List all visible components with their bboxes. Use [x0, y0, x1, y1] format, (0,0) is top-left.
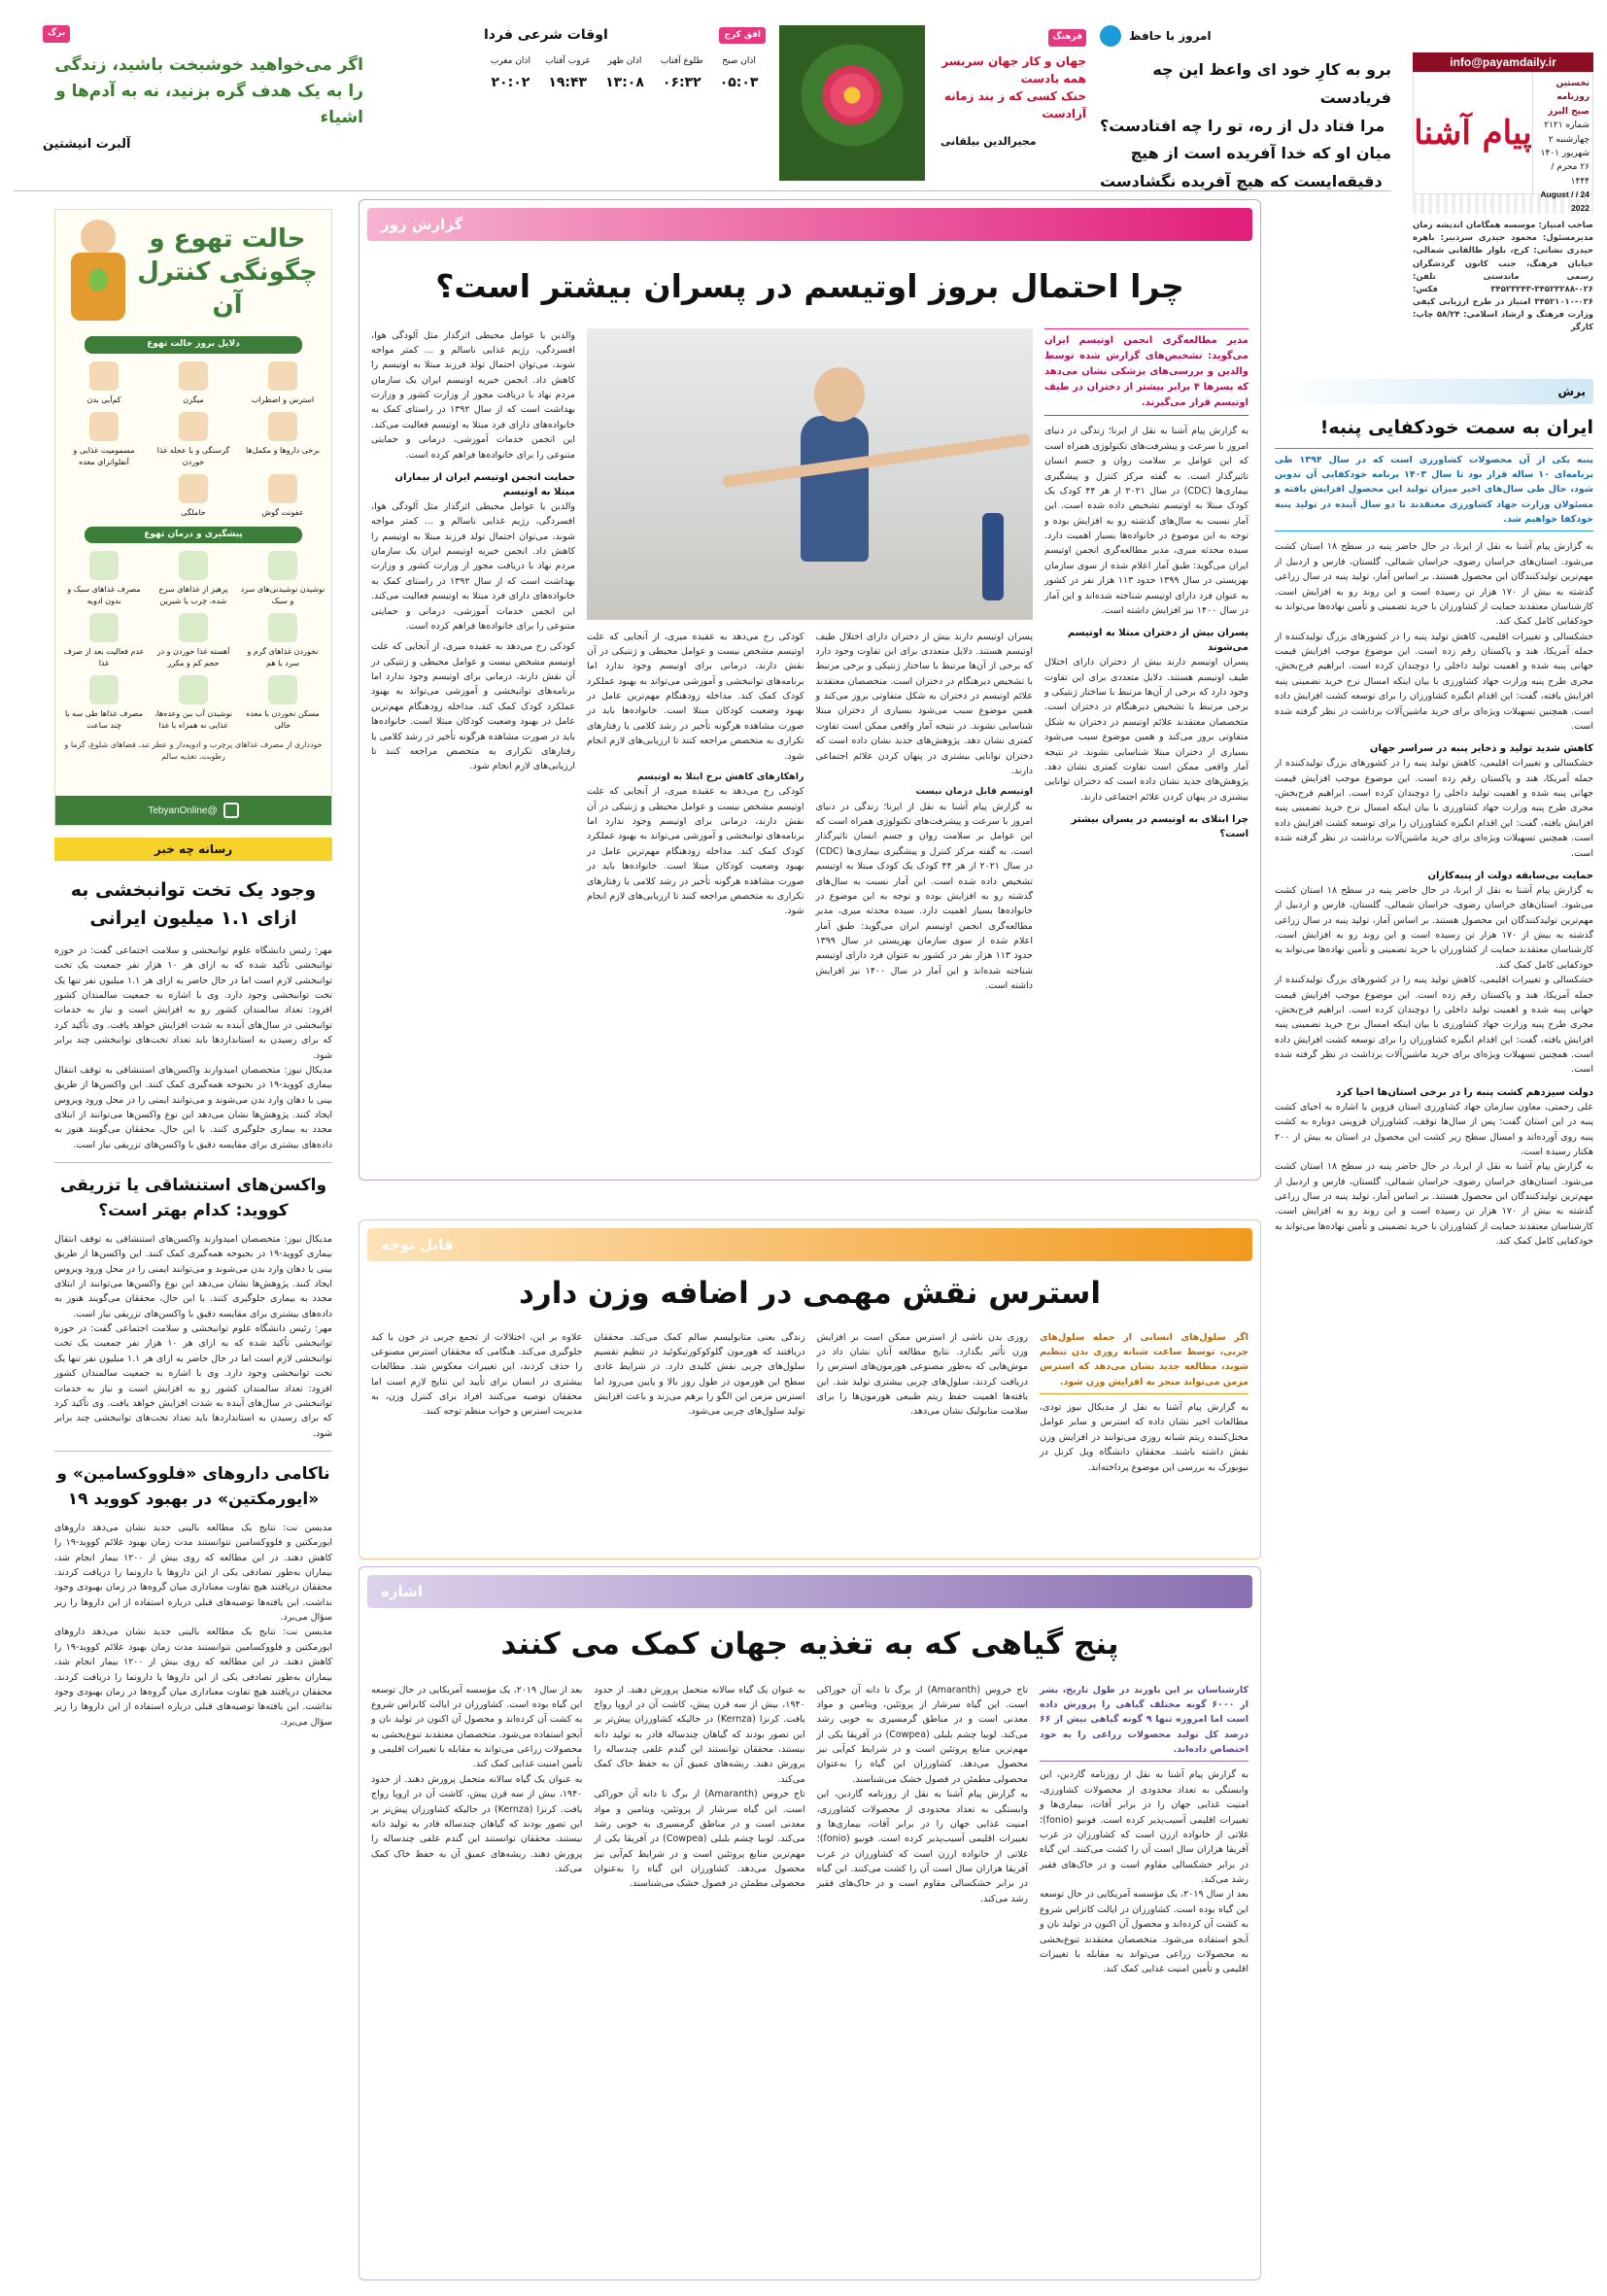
nausea-poster — [54, 209, 332, 826]
poster-brand[interactable]: @TebyanOnline — [148, 805, 218, 816]
cause-icon — [179, 474, 208, 503]
cotton-sub-1: کاهش شدید تولید و ذخایر پنبه در سراسر جهان — [1369, 743, 1593, 755]
plant-author: مجیرالدین بیلقانی — [940, 134, 1037, 148]
main-col-2b: به گزارش پیام آشنا به نقل از ایرنا؛ زندگی در دنیای امروز با سرعت و پیشرفت‌های تکنولوژی همراه است که این عوامل بر سلامت روان و جسم انسان تاثیرگذار است. به گفته مرکز کنترل و پیشگیری بیماری‌ها (CDC) در سال ۲۰۲۱ از هر ۴۴ کودک یک کودک مبتلا به اوتیسم تشخیص داده شده است. این آمار نسبت به سال‌های گذشته رو به افزایش بوده و توجه به این موضوع در خانواده‌ها بسیار اهمیت دارد. سیده محدثه میری، مدیر مطالعه‌گری انجمن اوتیسم ایران می‌گوید: طبق آمار اعلام شده از سوی سازمان بهزیستی در سال ۱۳۹۹ حدود ۱۱۳ هزار نفر در کشور به عنوان فرد دارای اوتیسم شناخته شده‌اند و این آمار در سال ۱۴۰۰ نیز افزایش داشته است. — [815, 801, 1034, 992]
prayer-value: ۱۳:۰۸ — [605, 74, 644, 90]
poster-cause: استرس و اضطراب — [240, 361, 325, 406]
poem-icon — [1100, 25, 1121, 47]
date-fa: چهارشنبه ۲ شهریور ۱۴۰۱ — [1540, 134, 1590, 158]
stress-col-1: به گزارش پیام آشنا به نقل از مدیکال نیوز تودی، مطالعات اخیر نشان داده که استرس و سایر عوامل مختل‌کننده ریتم شبانه روزی می‌توانند در افزایش وزن نقش داشته باشند. محققان دانشگاه ویل کرنل در نیویورک به بررسی این موضوع پرداخته‌اند. — [1040, 1402, 1248, 1473]
stress-section-label: قابل توجه — [381, 1235, 454, 1253]
poster-cause: برخی داروها و مکمل‌ها — [240, 412, 325, 468]
poster-cause: مسمومیت غذایی و آنفلوانزای معده — [61, 412, 147, 468]
poster-cause: گرسنگی و یا عجله غذا خوردن — [151, 412, 236, 468]
drugs-title: ناکامی داروهای «فلووکسامین» و «ایورمکتین» در بهبود کووید ۱۹ — [56, 1464, 330, 1510]
top-divider — [14, 190, 1391, 191]
news-tag-bar — [54, 838, 332, 861]
bed-title: وجود یک تخت توانبخشی به ازای ۱.۱ میلیون ایرانی — [70, 879, 317, 930]
vaccine-title: واکسن‌های استنشاقی یا تزریقی کووید: کدام بهتر است؟ — [59, 1176, 327, 1221]
tip-icon — [268, 613, 297, 642]
main-headline: چرا احتمال بروز اوتیسم در پسران بیشتر است؟ — [435, 267, 1184, 305]
poster-tip: مصرف غذاها طی سه یا چند ساعت — [61, 675, 147, 732]
stress-story — [359, 1219, 1261, 1559]
cause-icon — [179, 412, 208, 441]
plants-section-label: اشاره — [381, 1582, 424, 1600]
tebyan-logo-icon — [223, 803, 239, 818]
vaccine-body-cont: مهر: رئیس دانشگاه علوم توانبخشی و سلامت اجتماعی گفت: در حوزه توانبخشی تأکید شده که به ازای هر ۱۰ هزار نفر جمعیت یک تخت توانبخشی لازم است اما در حال حاضر به ازای هر ۱.۱ میلیون نفر تنها یک تخت توانبخشی وجود دارد. وی با اشاره به جمعیت سالمندان کشور افزود: تعداد سالمندان کشور رو به افزایش است و نیاز به خدمات توانبخشی در سال‌های آینده به شدت افزایش خواهد یافت. وی تأکید کرد که برای رسیدن به استانداردها باید تعداد تخت‌های توانبخشی چند برابر شود. — [54, 1323, 332, 1439]
plant-line-1: جهان و کار جهان سربسر — [941, 53, 1086, 68]
prayer-value: ۰۵:۰۳ — [719, 74, 759, 90]
poster-tip: آهسته غذا خوردن و در حجم کم و مکرر — [151, 613, 236, 669]
poster-cause: حاملگی — [151, 474, 236, 519]
prayer-title: اوقات شرعی فردا — [484, 27, 608, 43]
prayer-value: ۰۶:۳۲ — [662, 74, 701, 90]
bed-body: مهر: رئیس دانشگاه علوم توانبخشی و سلامت اجتماعی گفت: در حوزه توانبخشی تأکید شده که به ازای هر ۱۰ هزار نفر جمعیت یک تخت توانبخشی لازم است اما در حال حاضر به ازای هر ۱.۱ میلیون نفر تنها یک تخت توانبخشی وجود دارد. وی با اشاره به جمعیت سالمندان کشور افزود: تعداد سالمندان کشور رو به افزایش است و نیاز به خدمات توانبخشی در سال‌های آینده به شدت افزایش خواهد یافت. وی تأکید کرد که برای رسیدن به استانداردها باید تعداد تخت‌های توانبخشی چند برابر شود. — [54, 944, 332, 1061]
main-col-4b: والدین یا عوامل محیطی اثرگذار مثل آلودگی هوا، افسردگی، رژیم غذایی ناسالم و ... کمتر مواجه شوند، می‌توان احتمال تولد فرزند مبتلا به اوتیسم را کاهش داد. انجمن خیریه اوتیسم ایران یک سازمان مردم نهاد با دریافت مجوز از وزارت کشور و وزارت بهداشت است که از سال ۱۳۹۲ در راستای کمک به خانواده‌های دارای فرد مبتلا به اوتیسم فعالیت می‌کند. این انجمن خدمات آموزشی، درمانی و حمایتی متنوعی را برای خانواده‌ها فراهم کرده است. — [371, 500, 575, 632]
cotton-body: به گزارش پیام آشنا به نقل از ایرنا، در حال حاضر پنبه در سطح ۱۸ استان کشت می‌شود. استان‌های خراسان رضوی، خراسان شمالی، گلستان، فارس و اردبیل از مهم‌ترین تولیدکنندگان این محصول هستند. بر اساس آمار، تولید پنبه در سال زراعی گذشته به بیش از ۱۷۰ هزار تن رسیده است و این روند رو به افزایش است. کارشناسان معتقدند حمایت از کشاورزان با خرید تضمینی و تأمین نهاده‌ها می‌تواند به خودکفایی کامل کمک کند. — [1275, 541, 1593, 628]
poster-tip: مصرف غذاهای سبک و بدون ادویه — [61, 551, 147, 607]
poem-tag: امروز با حافظ — [1129, 29, 1212, 43]
plants-col-3: به عنوان یک گیاه سالانه متحمل پرورش دهند. از حدود ۱۹۴۰، بیش از سه قرن پیش، کاشت آن در اروپا رواج یافت. کرنزا (Kernza) در حالیکه کشاورزان پیش‌تر بر این تصور بودند که گیاهان چندساله قادر به تولید دانه نیستند، محققان توانستند این گندم علفی چندساله را پرورش دهند. ریشه‌های عمیق آن به حفظ خاک کمک می‌کند. — [594, 1684, 805, 1785]
cause-icon — [268, 474, 297, 503]
plants-col-1: به گزارش پیام آشنا به نقل از روزنامه گاردین، این وابستگی به تعداد محدودی از محصولات کشاورزی، امنیت غذایی جهان را در برابر آفات، بیماری‌ها و تغییرات اقلیمی آسیب‌پذیر کرده است. فونیو (fonio)؛ غلاتی از خانواده ارزن است که کشاورزان در غرب آفریقا هزاران سال است آن را کشت می‌کنند. این گیاه در برابر خشکسالی مقاوم است و در خاک‌های فقیر رشد می‌کند. — [1040, 1769, 1248, 1885]
masthead-logo: پیام آشنا — [1414, 113, 1532, 153]
stress-headline: استرس نقش مهمی در اضافه وزن دارد — [518, 1276, 1102, 1311]
cotton-body-4b: به گزارش پیام آشنا به نقل از ایرنا، در حال حاضر پنبه در سطح ۱۸ استان کشت می‌شود. استان‌های خراسان رضوی، خراسان شمالی، گلستان، فارس و اردبیل از مهم‌ترین تولیدکنندگان این محصول هستند. بر اساس آمار، تولید پنبه در سال زراعی گذشته به بیش از ۱۷۰ هزار تن رسیده است و این روند رو به افزایش است. کارشناسان معتقدند حمایت از کشاورزان با خرید تضمینی و تأمین نهاده‌ها می‌تواند به خودکفایی کامل کمک کند. — [1275, 1161, 1593, 1248]
prayer-box — [484, 25, 766, 161]
prayer-label: غروب آفتاب — [545, 56, 591, 66]
cotton-body-cont: خشکسالی و تغییرات اقلیمی، کاهش تولید پنبه را در کشورهای بزرگ تولیدکننده از جمله آمریکا، هند و پاکستان رقم زده است. این موضوع موجب افزایش قیمت جهانی پنبه شده و اهمیت تولید داخلی را دوچندان کرده است. ابراهیم فرح‌بخش، مجری طرح پنبه وزارت جهاد کشاورزی با بیان اینکه امسال نرخ خرید تضمینی پنبه افزایش یافته، گفت: این اقدام انگیزه کشاورزان را برای توسعه کشت افزایش داده است. همچنین تسهیلات ویژه‌ای برای خرید ماشین‌آلات برداشت در نظر گرفته شده است. — [1275, 631, 1593, 732]
poem-line-4: دقیقه‌ایست که هیچ آفریده نگشادست — [1100, 172, 1383, 191]
main-col-4: والدین یا عوامل محیطی اثرگذار مثل آلودگی هوا، افسردگی، رژیم غذایی ناسالم و ... کمتر مواجه شوند، می‌توان احتمال تولد فرزند مبتلا به اوتیسم را کاهش داد. انجمن خیریه اوتیسم ایران یک سازمان مردم نهاد با دریافت مجوز از وزارت کشور و وزارت بهداشت است که از سال ۱۳۹۲ در راستای کمک به خانواده‌های دارای فرد مبتلا به اوتیسم فعالیت می‌کند. این انجمن خدمات آموزشی، درمانی و حمایتی متنوعی را برای خانواده‌ها فراهم کرده است. — [371, 329, 575, 461]
stress-lead: اگر سلول‌های انسانی از جمله سلول‌های چربی، توسط ساعت شبانه روزی بدن تنظیم شوند، مطالعه جدید نشان می‌دهد که استرس مزمن می‌تواند منجر به افزایش وزن شود. — [1040, 1330, 1248, 1395]
cotton-body-2: خشکسالی و تغییرات اقلیمی، کاهش تولید پنبه را در کشورهای بزرگ تولیدکننده از جمله آمریکا، هند و پاکستان رقم زده است. این موضوع موجب افزایش قیمت جهانی پنبه شده و اهمیت تولید داخلی را دوچندان کرده است. ابراهیم فرح‌بخش، مجری طرح پنبه وزارت جهاد کشاورزی با بیان اینکه امسال نرخ خرید تضمینی پنبه افزایش یافته، گفت: این اقدام انگیزه کشاورزان را برای توسعه کشت افزایش داده است. همچنین تسهیلات ویژه‌ای برای خرید ماشین‌آلات برداشت در نظر گرفته شده است. — [1275, 758, 1593, 859]
masthead-subtitle: نخستین روزنامه صبح البرز — [1548, 79, 1590, 117]
quote-text: اگر می‌خواهید خوشبخت باشید، زندگی را به یک هدف گره بزنید، نه به آدم‌ها و اشیاء — [54, 54, 363, 127]
stress-col-2: روزی بدن ناشی از استرس ممکن است بر افزایش وزن تأثیر بگذارد. نتایج مطالعه آنان نشان داد در موش‌هایی که به‌طور مصنوعی هورمون‌های استرس را دریافت کردند، سلول‌های چربی بیشتری تولید شد. این یافته‌ها اهمیت حفظ ریتم طبیعی هورمون‌ها را برای سلامت متابولیک نشان می‌دهد. — [816, 1331, 1028, 1418]
main-lead: مدیر مطالعه‌گری انجمن اوتیسم ایران می‌گوید: تشخیص‌های گزارش شده توسط والدین و بررسی‌های پزشکی نشان می‌دهد که پسرها ۴ برابر بیشتر از دختران در طیف اوتیسم قرار می‌گیرند. — [1044, 328, 1248, 417]
main-story — [359, 199, 1261, 1181]
quote-author: آلبرت انیشتین — [43, 137, 131, 153]
main-subhead-2: چرا ابتلای به اوتیسم در پسران بیشتر است؟ — [1071, 814, 1248, 840]
stress-col-3: زندگی یعنی متابولیسم سالم کمک می‌کند. محققان دریافتند که هورمون گلوکوکورتیکوئید در تنظیم تقسیم سلول‌های چربی نقش کلیدی دارد. در شرایط عادی سطح این هورمون در طول روز بالا و پایین می‌رود اما استرس مزمن این الگو را برهم می‌زند و باعث افزایش تولید سلول‌های چربی می‌شود. — [594, 1331, 805, 1418]
plant-line-2: همه بادست — [1020, 71, 1086, 86]
poster-cause: کم‌آبی بدن — [61, 361, 147, 406]
date-hijri: ۲۶ محرم / ۱۴۴۴ — [1551, 162, 1590, 187]
plants-lead: کارشناسان بر این باورند در طول تاریخ، بشر از ۶۰۰۰ گونه مختلف گیاهی را پرورش داده است اما امروزه تنها ۹ گونه گیاهی بیش از ۶۶ درصد کل تولید محصولات زراعی را به خود اختصاص داده‌اند. — [1040, 1683, 1248, 1763]
plant-photo — [779, 25, 925, 181]
prayer-value: ۲۰:۰۲ — [491, 74, 530, 90]
masthead-credits: صاحب امتیاز: موسسه همگامان اندیشه زمان مدیرمسئول: محمود حیدری سردبیر: باهره حیدری نشانی: کرج، بلوار طالقانی شمالی، خیابان فرهنگ، جنب کانون گردشگران رسمی ماندستی تلفن: ۰۲۶-۳۴۵۲۳۲۸۸-۳۴۵۲۳۲۴۳ فکس: ۰۲۶-۳۴۵۲۱۰۱۰ امتیاز در طرح ارزیابی کیفی وزارت فرهنگ و ارشاد اسلامی: ۵۸/۲۴ چاپ: کارگر — [1413, 221, 1594, 333]
cotton-title: ایران به سمت خودکفایی پنبه! — [1319, 417, 1593, 438]
tip-icon — [268, 551, 297, 580]
plants-headline: پنج گیاهی که به تغذیه جهان کمک می کنند — [500, 1627, 1119, 1662]
plant-line-3: خنک کسی که ز بند زمانه — [943, 88, 1086, 103]
poster-tip: عدم فعالیت بعد از صرف غذا — [61, 613, 147, 669]
prayer-label: اذان صبح — [722, 56, 756, 66]
prayer-label: طلوع آفتاب — [660, 56, 703, 66]
cause-icon — [268, 412, 297, 441]
cotton-sub-2: حمایت بی‌سابقه دولت از پنبه‌کاران — [1427, 870, 1593, 881]
cause-icon — [89, 412, 119, 441]
cause-icon — [89, 361, 119, 391]
tip-icon — [89, 613, 119, 642]
poster-title-2: چگونگی کنترل آن — [137, 257, 318, 320]
plants-col-2: تاج خروس (Amaranth) از برگ تا دانه آن خوراکی است. این گیاه سرشار از پروتئین، ویتامین و مواد معدنی است و در مناطق گرمسیری به خوبی رشد می‌کند. لوبیا چشم بلبلی (Cowpea) در آفریقا یکی از مهم‌ترین منابع پروتئین است و در شرایط کم‌آبی نیز محصول می‌دهد. کشاورزان این گیاه را به‌عنوان محصولی مطمئن در فصول خشک می‌شناسند. — [816, 1684, 1028, 1785]
cotton-sub-3: دولت سیزدهم کشت پنبه را در برخی استان‌ها احیا کرد — [1336, 1086, 1593, 1098]
poem-box — [1100, 25, 1391, 191]
cotton-tag-bar — [1275, 379, 1593, 404]
masthead — [1413, 52, 1593, 218]
cotton-body-3b: خشکسالی و تغییرات اقلیمی، کاهش تولید پنبه را در کشورهای بزرگ تولیدکننده از جمله آمریکا، هند و پاکستان رقم زده است. این موضوع موجب افزایش قیمت جهانی پنبه شده و اهمیت تولید داخلی را دوچندان کرده است. ابراهیم فرح‌بخش، مجری طرح پنبه وزارت جهاد کشاورزی با بیان اینکه امسال نرخ خرید تضمینی پنبه افزایش یافته، گفت: این اقدام انگیزه کشاورزان را برای توسعه کشت افزایش داده است. همچنین تسهیلات ویژه‌ای برای خرید ماشین‌آلات برداشت در نظر گرفته شده است. — [1275, 975, 1593, 1076]
cause-icon — [268, 361, 297, 391]
poem-line-1: برو به کارِ خود ای واعظ این چه فریادست — [1152, 60, 1391, 107]
plants-col-2b: به گزارش پیام آشنا به نقل از روزنامه گاردین، این وابستگی به تعداد محدودی از محصولات کشاورزی، امنیت غذایی جهان را در برابر آفات، بیماری‌ها و تغییرات اقلیمی آسیب‌پذیر کرده است. فونیو (fonio)؛ غلاتی از خانواده ارزن است که کشاورزان در غرب آفریقا هزاران سال است آن را کشت می‌کنند. این گیاه در برابر خشکسالی مقاوم است و در خاک‌های فقیر رشد می‌کند. — [816, 1789, 1028, 1904]
plant-line-4: آزادست — [1042, 106, 1086, 120]
main-subhead-5: حمایت انجمن اوتیسم ایران از بیماران مبتلا به اوتیسم — [394, 471, 575, 497]
quote-tag: برگ — [43, 25, 70, 43]
drugs-body: مدیسن نت: نتایج یک مطالعه بالینی جدید نشان می‌دهد داروهای ایورمکتین و فلووکسامین نتوانستند مدت زمان بهبود علائم کووید-۱۹ را کاهش دهند. در این مطالعه که روی بیش از ۱۲۰۰ بیمار انجام شد، بیماران به‌طور تصادفی یکی از این داروها یا دارونما را دریافت کردند. محققان دریافتند هیچ تفاوت معناداری میان گروه‌ها در زمان بهبودی وجود نداشت. این یافته‌ها توصیه‌های قبلی درباره استفاده از این داروها را زیر سؤال می‌برد. — [54, 1522, 332, 1623]
poster-cause: میگرن — [151, 361, 236, 406]
poster-tip: پرهیز از غذاهای سرخ شده، چرب یا شیرین — [151, 551, 236, 607]
cotton-column — [1275, 379, 1593, 2279]
poster-cause: عفونت گوش — [240, 474, 325, 519]
poster-man-figure — [63, 220, 131, 326]
plants-col-1b: بعد از سال ۲۰۱۹، یک مؤسسه آمریکایی در حال توسعه این گیاه بوده است. کشاورزان در ایالت کانزاس شروع به کشت آن کرده‌اند و محصول آن اکنون در تولید نان و آبجو استفاده می‌شود. متخصصان معتقدند تنوع‌بخشی به محصولات زراعی می‌تواند به مقابله با تغییرات اقلیمی و تأمین امنیت غذایی کمک کند. — [1040, 1889, 1248, 1975]
main-section-label: گزارش روز — [381, 215, 463, 233]
cotton-body-3: به گزارش پیام آشنا به نقل از ایرنا، در حال حاضر پنبه در سطح ۱۸ استان کشت می‌شود. استان‌های خراسان رضوی، خراسان شمالی، گلستان، فارس و اردبیل از مهم‌ترین تولیدکنندگان این محصول هستند. بر اساس آمار، تولید پنبه در سال زراعی گذشته به بیش از ۱۷۰ هزار تن رسیده است و این روند رو به افزایش است. کارشناسان معتقدند حمایت از کشاورزان با خرید تضمینی و تأمین نهاده‌ها می‌تواند به خودکفایی کامل کمک کند. — [1275, 884, 1593, 971]
quote-box — [43, 25, 363, 181]
tip-icon — [89, 675, 119, 704]
news-tag: رسانه چه خبر — [154, 842, 233, 856]
prayer-tag: افق کرج — [719, 27, 766, 45]
plants-section-bar — [367, 1575, 1252, 1608]
tip-icon — [89, 551, 119, 580]
tip-icon — [179, 613, 208, 642]
tip-icon — [179, 675, 208, 704]
main-col-4c: کودکی رخ می‌دهد به عقیده میری، از آنجایی که علت اوتیسم مشخص نیست و عوامل محیطی و ژنتیکی در آن نقش دارند، درمانی برای اوتیسم وجود ندارد اما برنامه‌های توانبخشی و آموزشی می‌تواند به بهبود عملکرد کودک کمک کند. مداخله زودهنگام مهم‌ترین عامل در بهبود وضعیت کودکان مبتلا است. خانواده‌ها باید در صورت مشاهده هرگونه تأخیر در رشد کلامی یا رفتارهای تکراری به متخصص مراجعه کنند تا ارزیابی‌های لازم انجام شود. — [371, 641, 575, 772]
main-col-3b: کودکی رخ می‌دهد به عقیده میری، از آنجایی که علت اوتیسم مشخص نیست و عوامل محیطی و ژنتیکی در آن نقش دارند، درمانی برای اوتیسم وجود ندارد اما برنامه‌های توانبخشی و آموزشی می‌تواند به بهبود عملکرد کودک کمک کند. مداخله زودهنگام مهم‌ترین عامل در بهبود وضعیت کودکان مبتلا است. خانواده‌ها باید در صورت مشاهده هرگونه تأخیر در رشد کلامی یا رفتارهای تکراری به متخصص مراجعه کنند تا ارزیابی‌های لازم انجام شود. — [587, 786, 804, 917]
cotton-lead: پنبه یکی از آن محصولات کشاورزی است که در سال ۱۳۹۴ طی برنامه‌ای ۱۰ ساله قرار بود تا سال ۱۴۰۳ برنامه خودکفایی آن تدوین شود، حال طی سال‌های اخیر میزان تولید این محصول افزایش یافته و مسئولان وزارت جهاد کشاورزی معتقدند تا دو سال آینده در تولید پنبه خودکفا خواهیم شد. — [1275, 448, 1593, 532]
main-subhead-3: اوتیسم قابل درمان نیست — [915, 786, 1033, 798]
poem-line-2: مرا فتاد دل از ره، تو را چه افتادست؟ — [1100, 116, 1385, 135]
date-en: 24 / August / 2022 — [1540, 189, 1590, 213]
main-col-1: به گزارش پیام آشنا به نقل از ایرنا؛ زندگی در دنیای امروز با سرعت و پیشرفت‌های تکنولوژی همراه است که این عوامل بر سلامت روان و جسم انسان تاثیرگذار است. به گفته مرکز کنترل و پیشگیری بیماری‌ها (CDC) در سال ۲۰۲۱ از هر ۴۴ کودک یک کودک مبتلا به اوتیسم تشخیص داده شده است. این آمار نسبت به سال‌های گذشته رو به افزایش بوده و توجه به این موضوع در خانواده‌ها بسیار اهمیت دارد. سیده محدثه میری، مدیر مطالعه‌گری انجمن اوتیسم ایران می‌گوید: طبق آمار اعلام شده از سوی سازمان بهزیستی در سال ۱۳۹۹ حدود ۱۱۳ هزار نفر در کشور به عنوان فرد دارای اوتیسم شناخته شده‌اند و این آمار در سال ۱۴۰۰ نیز افزایش داشته است. — [1044, 426, 1248, 616]
prayer-value: ۱۹:۴۳ — [548, 74, 588, 90]
plants-story — [359, 1566, 1261, 2280]
poster-tip: مسکن نخوردن با معده خالی — [240, 675, 325, 732]
vaccine-body: مدیکال نیوز: متخصصان امیدوارند واکسن‌های استنشاقی به توقف انتقال بیماری کووید-۱۹ در بحبوحه همه‌گیری کمک کنند. این واکسن‌ها از طریق بینی یا دهان وارد بدن می‌شوند و می‌توانند ایمنی را در محل ورود ویروس ایجاد کنند. پژوهش‌ها نشان می‌دهد این نوع واکسن‌ها می‌توانند از ابتلای مجدد به بیماری جلوگیری کنند. با این حال، محققان می‌گویند هنوز به داده‌های بیشتری برای مقایسه دقیق با واکسن‌های تزریقی نیاز است. — [54, 1233, 332, 1319]
cause-icon — [179, 361, 208, 391]
poem-line-3: میان او که خدا آفریده است از هیچ — [1130, 144, 1391, 163]
stress-section-bar — [367, 1228, 1252, 1261]
main-subhead-4: راهکارهای کاهش نرخ ابتلا به اوتیسم — [636, 771, 804, 782]
bed-body-cont: مدیکال نیوز: متخصصان امیدوارند واکسن‌های استنشاقی به توقف انتقال بیماری کووید-۱۹ در بحبوحه همه‌گیری کمک کنند. این واکسن‌ها از طریق بینی یا دهان وارد بدن می‌شوند و می‌توانند ایمنی را در محل ورود ویروس ایجاد کنند. پژوهش‌ها نشان می‌دهد این نوع واکسن‌ها می‌توانند از ابتلای مجدد به بیماری جلوگیری کنند. با این حال، محققان می‌گویند هنوز به داده‌های بیشتری برای مقایسه دقیق با واکسن‌های تزریقی نیاز است. — [54, 1064, 332, 1150]
poster-tip: نوشیدن نوشیدنی‌های سرد و سبک — [240, 551, 325, 607]
issue-number: شماره ۲۱۲۱ — [1544, 120, 1590, 131]
masthead-email[interactable]: info@payamdaily.ir — [1413, 52, 1593, 72]
cotton-body-4: علی رحمتی، معاون سازمان جهاد کشاورزی استان قزوین با اشاره به احیای کشت پنبه در این استان گفت: پس از سال‌ها توقف، کشاورزان قزوینی دوباره به کشت پنبه روی آورده‌اند و امسال سطح زیر کشت این محصول در استان به بیش از ۲۰۰ هکتار رسیده است. — [1275, 1101, 1593, 1157]
plants-col-4: بعد از سال ۲۰۱۹، یک مؤسسه آمریکایی در حال توسعه این گیاه بوده است. کشاورزان در ایالت کانزاس شروع به کشت آن کرده‌اند و محصول آن اکنون در تولید نان و آبجو استفاده می‌شود. متخصصان معتقدند تنوع‌بخشی به محصولات زراعی می‌تواند به مقابله با تغییرات اقلیمی و تأمین امنیت غذایی کمک کند. — [371, 1684, 583, 1770]
plant-tag-badge: فرهنگ — [1048, 29, 1086, 47]
poster-tip: نخوردن غذاهای گرم و سرد با هم — [240, 613, 325, 669]
poster-footer: خودداری از مصرف غذاهای پرچرب و ادویه‌دار و عطر تند، فضاهای شلوغ، گرما و رطوبت، تغذیه سالم — [64, 740, 323, 761]
main-col-1b: پسران اوتیسم دارند بیش از دختران دارای اختلال طیف اوتیسم هستند. دلایل متعددی برای این تفاوت وجود دارد که برخی از آن‌ها مرتبط با ساختار ژنتیکی و برخی مرتبط با تشخیص دیرهنگام در دختران است. متخصصان معتقدند علائم اوتیسم در دختران به شکل متفاوتی بروز می‌کند و همین موضوع سبب می‌شود بسیاری از دختران مبتلا شناسایی نشوند. در نتیجه آمار واقعی ممکن است تفاوت کمتری نشان دهد. پژوهش‌های جدید نشان داده است که دختران توانایی بیشتری در پنهان کردن علائم اجتماعی دارند. — [1044, 657, 1248, 803]
poster-tip: نوشیدن آب بین وعده‌ها، غذایی نه همراه با غذا — [151, 675, 236, 732]
main-subhead-1: پسران بیش از دختران مبتلا به اوتیسم می‌شوند — [1067, 628, 1248, 654]
plants-col-3b: تاج خروس (Amaranth) از برگ تا دانه آن خوراکی است. این گیاه سرشار از پروتئین، ویتامین و مواد معدنی است و در مناطق گرمسیری به خوبی رشد می‌کند. لوبیا چشم بلبلی (Cowpea) در آفریقا یکی از مهم‌ترین منابع پروتئین است و در شرایط کم‌آبی نیز محصول می‌دهد. کشاورزان این گیاه را به‌عنوان محصولی مطمئن در فصول خشک می‌شناسند. — [594, 1789, 805, 1890]
cotton-tag: برش — [1557, 385, 1586, 398]
drugs-body-cont: مدیسن نت: نتایج یک مطالعه بالینی جدید نشان می‌دهد داروهای ایورمکتین و فلووکسامین نتوانستند مدت زمان بهبود علائم کووید-۱۹ را کاهش دهند. در این مطالعه که روی بیش از ۱۲۰۰ بیمار انجام شد، بیماران به‌طور تصادفی یکی از این داروها یا دارونما را دریافت کردند. محققان دریافتند هیچ تفاوت معناداری میان گروه‌ها در زمان بهبودی وجود نداشت. این یافته‌ها توصیه‌های قبلی درباره استفاده از این داروها را زیر سؤال می‌برد. — [54, 1627, 332, 1728]
main-section-bar — [367, 208, 1252, 241]
left-news-column — [54, 838, 332, 2280]
prayer-label: اذان ظهر — [607, 56, 642, 66]
main-col-3: کودکی رخ می‌دهد به عقیده میری، از آنجایی که علت اوتیسم مشخص نیست و عوامل محیطی و ژنتیکی در آن نقش دارند، درمانی برای اوتیسم وجود ندارد اما برنامه‌های توانبخشی و آموزشی می‌تواند به بهبود عملکرد کودک کمک کند. مداخله زودهنگام مهم‌ترین عامل در بهبود وضعیت کودکان مبتلا است. خانواده‌ها باید در صورت مشاهده هرگونه تأخیر در رشد کلامی یا رفتارهای تکراری به متخصص مراجعه کنند تا ارزیابی‌های لازم انجام شود. — [587, 631, 804, 762]
main-photo-child — [587, 328, 1033, 620]
stress-col-4: علاوه بر این، اختلالات از تجمع چربی در خون یا کبد جلوگیری می‌کند. هنگامی که محققان استرس مصنوعی را حذف کردند، این تغییرات معکوس شد. مطالعات بیشتری در انسان برای تأیید این نتایج لازم است اما محققان توصیه می‌کنند افراد برای کنترل وزن، به مدیریت استرس و خواب منظم توجه کنند. — [371, 1331, 583, 1418]
tip-icon — [268, 675, 297, 704]
poster-sub-2: پیشگیری و درمان تهوع — [85, 527, 302, 544]
plant-box — [779, 25, 1086, 181]
tip-icon — [179, 551, 208, 580]
prayer-label: اذان مغرب — [490, 56, 530, 66]
plants-col-4b: به عنوان یک گیاه سالانه متحمل پرورش دهند. از حدود ۱۹۴۰، بیش از سه قرن پیش، کاشت آن در اروپا رواج یافت. کرنزا (Kernza) در حالیکه کشاورزان پیش‌تر بر این تصور بودند که گیاهان چندساله قادر به تولید دانه نیستند، محققان توانستند این گندم علفی چندساله را پرورش دهند. ریشه‌های عمیق آن به حفظ خاک کمک می‌کند. — [371, 1773, 583, 1874]
poster-title-1: حالت تهوع و — [149, 224, 306, 255]
poster-sub-1: دلایل بروز حالت تهوع — [85, 336, 302, 354]
main-col-2: پسران اوتیسم دارند بیش از دختران دارای اختلال طیف اوتیسم هستند. دلایل متعددی برای این تفاوت وجود دارد که برخی از آن‌ها مرتبط با ساختار ژنتیکی و برخی مرتبط با تشخیص دیرهنگام در دختران است. متخصصان معتقدند علائم اوتیسم در دختران به شکل متفاوتی بروز می‌کند و همین موضوع سبب می‌شود بسیاری از دختران مبتلا شناسایی نشوند. در نتیجه آمار واقعی ممکن است تفاوت کمتری نشان دهد. پژوهش‌های جدید نشان داده است که دختران توانایی بیشتری در پنهان کردن علائم اجتماعی دارند. — [815, 631, 1033, 776]
